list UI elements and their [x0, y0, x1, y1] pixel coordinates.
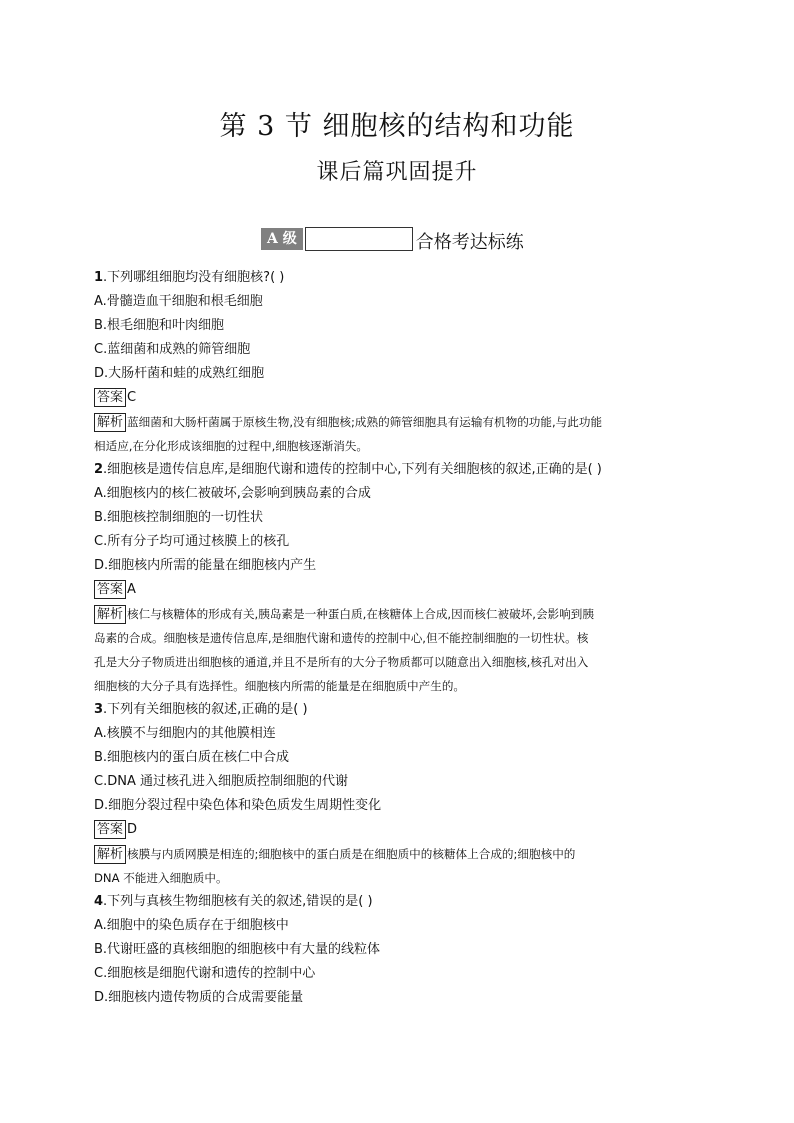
- option: B.细胞核内的蛋白质在核仁中合成: [94, 750, 290, 765]
- option: A.核膜不与细胞内的其他膜相连: [94, 726, 276, 741]
- analysis-line: [94, 602, 704, 626]
- section-heading: [261, 224, 524, 254]
- section-label: 合格考达标练: [415, 232, 524, 253]
- option: D.大肠杆菌和蛙的成熟红细胞: [94, 366, 265, 381]
- page-subtitle: 课后篇巩固提升: [316, 160, 478, 185]
- option: A.细胞核内的核仁被破坏,会影响到胰岛素的合成: [94, 486, 371, 501]
- analysis-text: 蓝细菌和大肠杆菌属于原核生物,没有细胞核;成熟的筛管细胞具有运输有机物的功能,与此功能: [127, 415, 603, 429]
- analysis-text: DNA 不能进入细胞质中。: [94, 871, 228, 885]
- question-stem: [94, 890, 704, 914]
- answer-tag: 答案: [94, 388, 126, 407]
- question-text: .下列哪组细胞均没有细胞核?( ): [103, 270, 285, 285]
- analysis-text: 相适应,在分化形成该细胞的过程中,细胞核逐渐消失。: [94, 439, 369, 453]
- analysis-tag: 解析: [94, 413, 126, 432]
- level-badge: A 级: [261, 228, 303, 250]
- option: C.所有分子均可通过核膜上的核孔: [94, 534, 290, 549]
- analysis-text: 核仁与核糖体的形成有关,胰岛素是一种蛋白质,在核糖体上合成,因而核仁被破坏,会影响到胰: [127, 607, 594, 621]
- page-title: 第 3 节 细胞核的结构和功能: [219, 111, 575, 142]
- option: D.细胞核内所需的能量在细胞核内产生: [94, 558, 317, 573]
- answer-tag: 答案: [94, 580, 126, 599]
- answer-value: C: [127, 390, 137, 405]
- option: B.细胞核控制细胞的一切性状: [94, 510, 264, 525]
- analysis-text: 岛素的合成。细胞核是遗传信息库,是细胞代谢和遗传的控制中心,但不能控制细胞的一切性状。核: [94, 631, 589, 645]
- level-blank-box: [305, 227, 413, 251]
- analysis-line: [94, 410, 704, 434]
- analysis-text: 核膜与内质网膜是相连的;细胞核中的蛋白质是在细胞质中的核糖体上合成的;细胞核中的: [127, 847, 576, 861]
- option: B.根毛细胞和叶肉细胞: [94, 318, 225, 333]
- question-stem: [94, 266, 704, 290]
- question-stem: [94, 458, 704, 482]
- option: D.细胞核内遗传物质的合成需要能量: [94, 990, 304, 1005]
- option: C.DNA 通过核孔进入细胞质控制细胞的代谢: [94, 774, 348, 789]
- analysis-text: 孔是大分子物质进出细胞核的通道,并且不是所有的大分子物质都可以随意出入细胞核,核孔对出入: [94, 655, 589, 669]
- question-text: .细胞核是遗传信息库,是细胞代谢和遗传的控制中心,下列有关细胞核的叙述,正确的是( ): [103, 462, 602, 477]
- answer-line: [94, 578, 704, 602]
- analysis-line: [94, 842, 704, 866]
- question-number: 1: [94, 270, 104, 285]
- analysis-text: 细胞核的大分子具有选择性。细胞核内所需的能量是在细胞质中产生的。: [94, 679, 466, 693]
- question-list: [94, 266, 704, 1010]
- question-text: .下列与真核生物细胞核有关的叙述,错误的是( ): [103, 894, 373, 909]
- answer-line: [94, 386, 704, 410]
- analysis-tag: 解析: [94, 845, 126, 864]
- option: D.细胞分裂过程中染色体和染色质发生周期性变化: [94, 798, 382, 813]
- question-stem: [94, 698, 704, 722]
- option: A.细胞中的染色质存在于细胞核中: [94, 918, 289, 933]
- analysis-tag: 解析: [94, 605, 126, 624]
- answer-line: [94, 818, 704, 842]
- option: C.蓝细菌和成熟的筛管细胞: [94, 342, 251, 357]
- answer-value: D: [127, 822, 138, 837]
- option: B.代谢旺盛的真核细胞的细胞核中有大量的线粒体: [94, 942, 381, 957]
- answer-tag: 答案: [94, 820, 126, 839]
- option: A.骨髓造血干细胞和根毛细胞: [94, 294, 263, 309]
- question-number: 2: [94, 462, 104, 477]
- question-number: 4: [94, 894, 104, 909]
- answer-value: A: [127, 582, 136, 597]
- question-text: .下列有关细胞核的叙述,正确的是( ): [103, 702, 308, 717]
- option: C.细胞核是细胞代谢和遗传的控制中心: [94, 966, 316, 981]
- question-number: 3: [94, 702, 104, 717]
